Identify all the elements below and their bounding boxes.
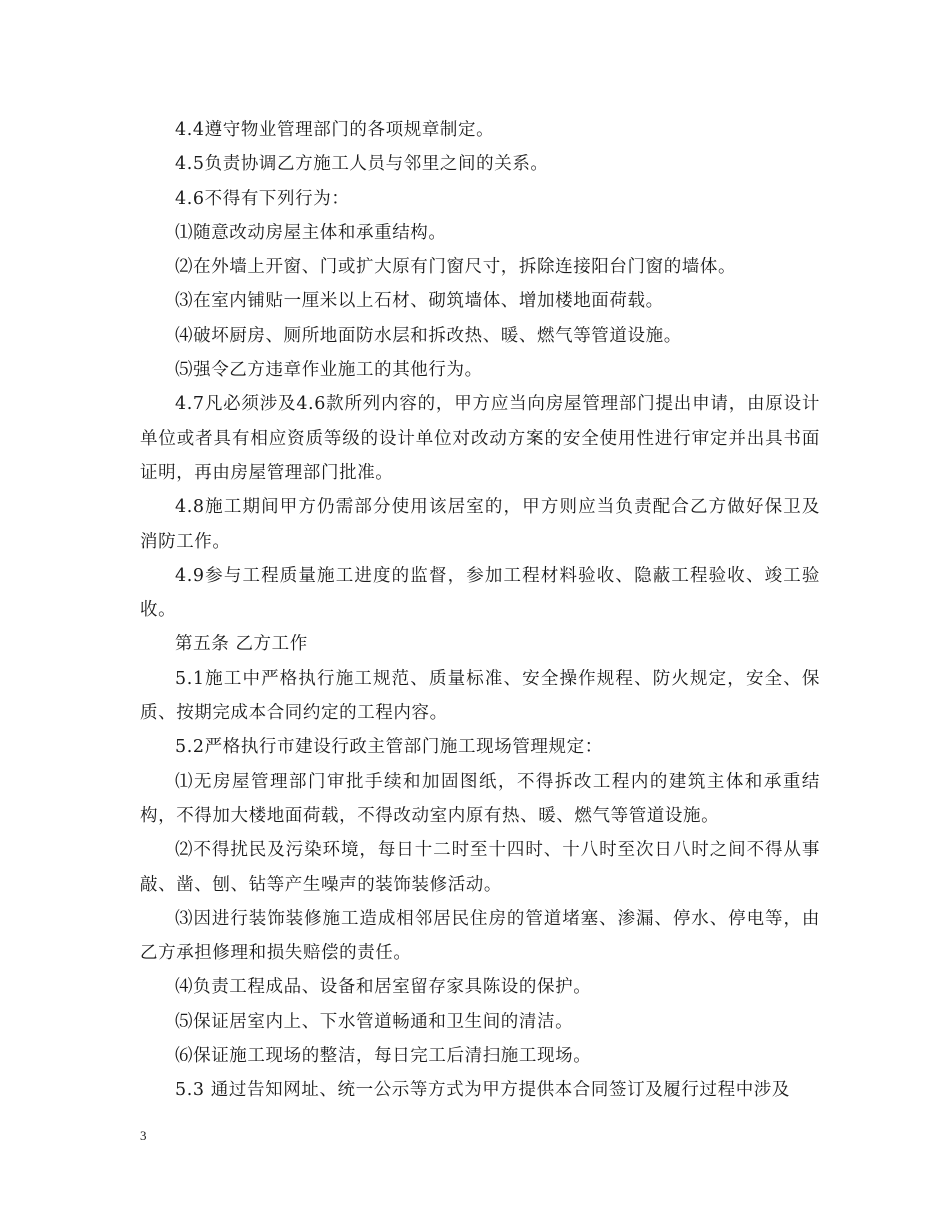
- list-item: ⑶在室内铺贴一厘米以上石材、砌筑墙体、增加楼地面荷载。: [175, 291, 664, 312]
- paragraph: 4.6不得有下列行为：: [175, 188, 350, 209]
- list-item: ⑹保证施工现场的整洁，每日完工后清扫施工现场。: [175, 1046, 592, 1067]
- paragraph: 4.7凡必须涉及4.6款所列内容的，甲方应当向房屋管理部门提出申请，由原设计单位或者具有相应资质等级的设计单位对改动方案的安全使用性进行审定并出具书面证明，再由房屋管理部门批准。: [140, 394, 820, 483]
- paragraph: 4.4遵守物业管理部门的各项规章制定。: [175, 120, 495, 140]
- paragraph: 4.8施工期间甲方仍需部分使用该居室的，甲方则应当负责配合乙方做好保卫及消防工作。: [140, 497, 820, 552]
- body-text: [140, 113, 820, 1108]
- paragraph: 5.3 通过告知网址、统一公示等方式为甲方提供本合同签订及履行过程中涉及: [175, 1080, 790, 1101]
- section-heading: 第五条 乙方工作: [175, 634, 308, 655]
- paragraph: 5.2严格执行市建设行政主管部门施工现场管理规定：: [175, 737, 603, 758]
- list-item: ⑷负责工程成品、设备和居室留存家具陈设的保护。: [175, 977, 592, 998]
- list-item: ⑴随意改动房屋主体和承重结构。: [175, 222, 447, 243]
- list-item: ⑵在外墙上开窗、门或扩大原有门窗尺寸，拆除连接阳台门窗的墙体。: [175, 257, 737, 278]
- list-item: ⑶因进行装饰装修施工造成相邻居民住房的管道堵塞、渗漏、停水、停电等，由乙方承担修理和损失赔偿的责任。: [140, 908, 820, 964]
- list-item: ⑷破坏厨房、厕所地面防水层和拆改热、暖、燃气等管道设施。: [175, 325, 682, 346]
- list-item: ⑸强令乙方违章作业施工的其他行为。: [175, 360, 483, 381]
- paragraph: 5.1施工中严格执行施工规范、质量标准、安全操作规程、防火规定，安全、保质、按期完成本合同约定的工程内容。: [140, 668, 820, 724]
- list-item: ⑵不得扰民及污染环境，每日十二时至十四时、十八时至次日八时之间不得从事敲、凿、刨、钻等产生噪声的装饰装修活动。: [140, 840, 820, 895]
- paragraph: 4.5负责协调乙方施工人员与邻里之间的关系。: [175, 154, 549, 175]
- list-item: ⑸保证居室内上、下水管道畅通和卫生间的清洁。: [175, 1011, 574, 1032]
- list-item: ⑴无房屋管理部门审批手续和加固图纸，不得拆改工程内的建筑主体和承重结构，不得加大楼地面荷载，不得改动室内原有热、暖、燃气等管道设施。: [140, 771, 820, 826]
- paragraph: 4.9参与工程质量施工进度的监督，参加工程材料验收、隐蔽工程验收、竣工验收。: [140, 565, 820, 621]
- page-number: 3: [140, 1128, 147, 1143]
